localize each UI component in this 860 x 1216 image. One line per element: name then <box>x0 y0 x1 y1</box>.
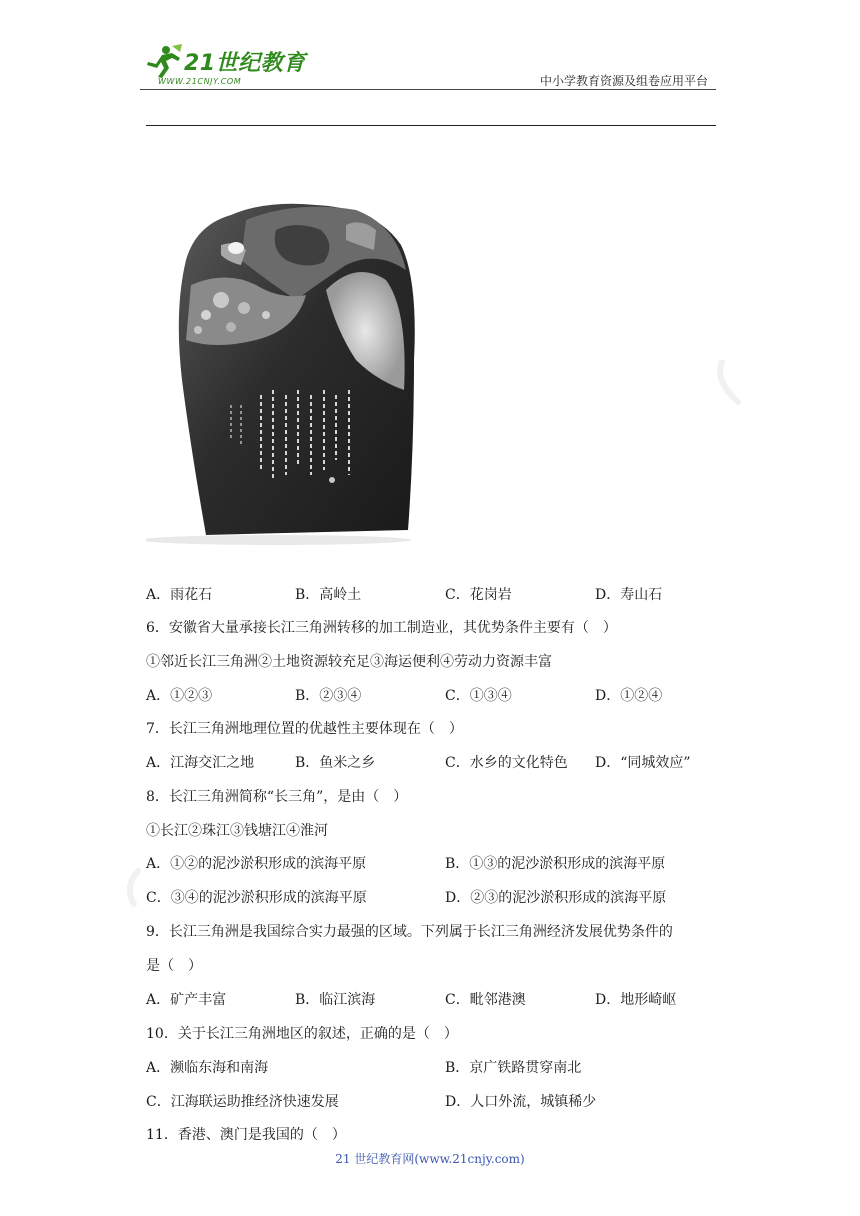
question-7-stem: 7．长江三角洲地理位置的优越性主要体现在（ ） <box>146 721 463 737</box>
option-d: D．人口外流，城镇稀少 <box>445 1094 597 1110</box>
question-10-stem: 10．关于长江三角洲地区的叙述，正确的是（ ） <box>146 1026 458 1042</box>
header-divider <box>140 89 716 90</box>
runner-logo-icon <box>142 44 186 80</box>
option-a: A．矿产丰富 <box>146 992 227 1008</box>
question-8-stem: 8．长江三角洲简称“长三角”，是由（ ） <box>146 789 408 805</box>
option-c: C．水乡的文化特色 <box>445 755 568 771</box>
option-a: A．①②的泥沙淤积形成的滨海平原 <box>146 856 367 872</box>
option-a: A．濒临东海和南海 <box>146 1060 269 1076</box>
option-c: C．③④的泥沙淤积形成的滨海平原 <box>146 890 367 906</box>
option-b: B．鱼米之乡 <box>295 755 376 771</box>
option-b: B．京广铁路贯穿南北 <box>445 1060 582 1076</box>
option-d: D．寿山石 <box>595 587 663 603</box>
option-c: C．毗邻港澳 <box>445 992 526 1008</box>
option-b: B．①③的泥沙淤积形成的滨海平原 <box>445 856 666 872</box>
option-d: D．“同城效应” <box>595 755 691 771</box>
question-11-stem: 11．香港、澳门是我国的（ ） <box>146 1127 346 1143</box>
question-6-items: ①邻近长江三角洲②土地资源较充足③海运便利④劳动力资源丰富 <box>146 654 552 670</box>
logo-url: WWW.21CNJY.COM <box>158 77 242 86</box>
option-d: D．②③的泥沙淤积形成的滨海平原 <box>445 890 667 906</box>
page-header <box>140 40 716 92</box>
option-c: C．江海联运助推经济快速发展 <box>146 1094 339 1110</box>
option-b: B．临江滨海 <box>295 992 376 1008</box>
option-c: C．花岗岩 <box>445 587 512 603</box>
page-footer: 21 世纪教育网(www.21cnjy.com) <box>335 1152 525 1166</box>
option-b: B．高岭土 <box>295 587 362 603</box>
option-d: D．①②④ <box>595 688 663 704</box>
logo <box>142 44 312 90</box>
question-9-stem-continued: 是（ ） <box>146 958 202 974</box>
stone-seal-image <box>146 190 426 545</box>
option-d: D．地形崎岖 <box>595 992 677 1008</box>
option-b: B．②③④ <box>295 688 362 704</box>
logo-text: 21世纪教育 <box>184 51 306 76</box>
option-a: A．江海交汇之地 <box>146 755 255 771</box>
watermark-icon <box>712 360 742 406</box>
option-a: A．①②③ <box>146 688 213 704</box>
question-6-stem: 6．安徽省大量承接长江三角洲转移的加工制造业，其优势条件主要有（ ） <box>146 620 617 636</box>
watermark-icon <box>122 868 148 908</box>
option-a: A．雨花石 <box>146 587 213 603</box>
header-tagline: 中小学教育资源及组卷应用平台 <box>539 74 708 88</box>
question-8-items: ①长江②珠江③钱塘江④淮河 <box>146 823 328 839</box>
top-rule <box>146 125 716 126</box>
option-c: C．①③④ <box>445 688 512 704</box>
question-9-stem: 9．长江三角洲是我国综合实力最强的区域。下列属于长江三角洲经济发展优势条件的 <box>146 924 673 940</box>
